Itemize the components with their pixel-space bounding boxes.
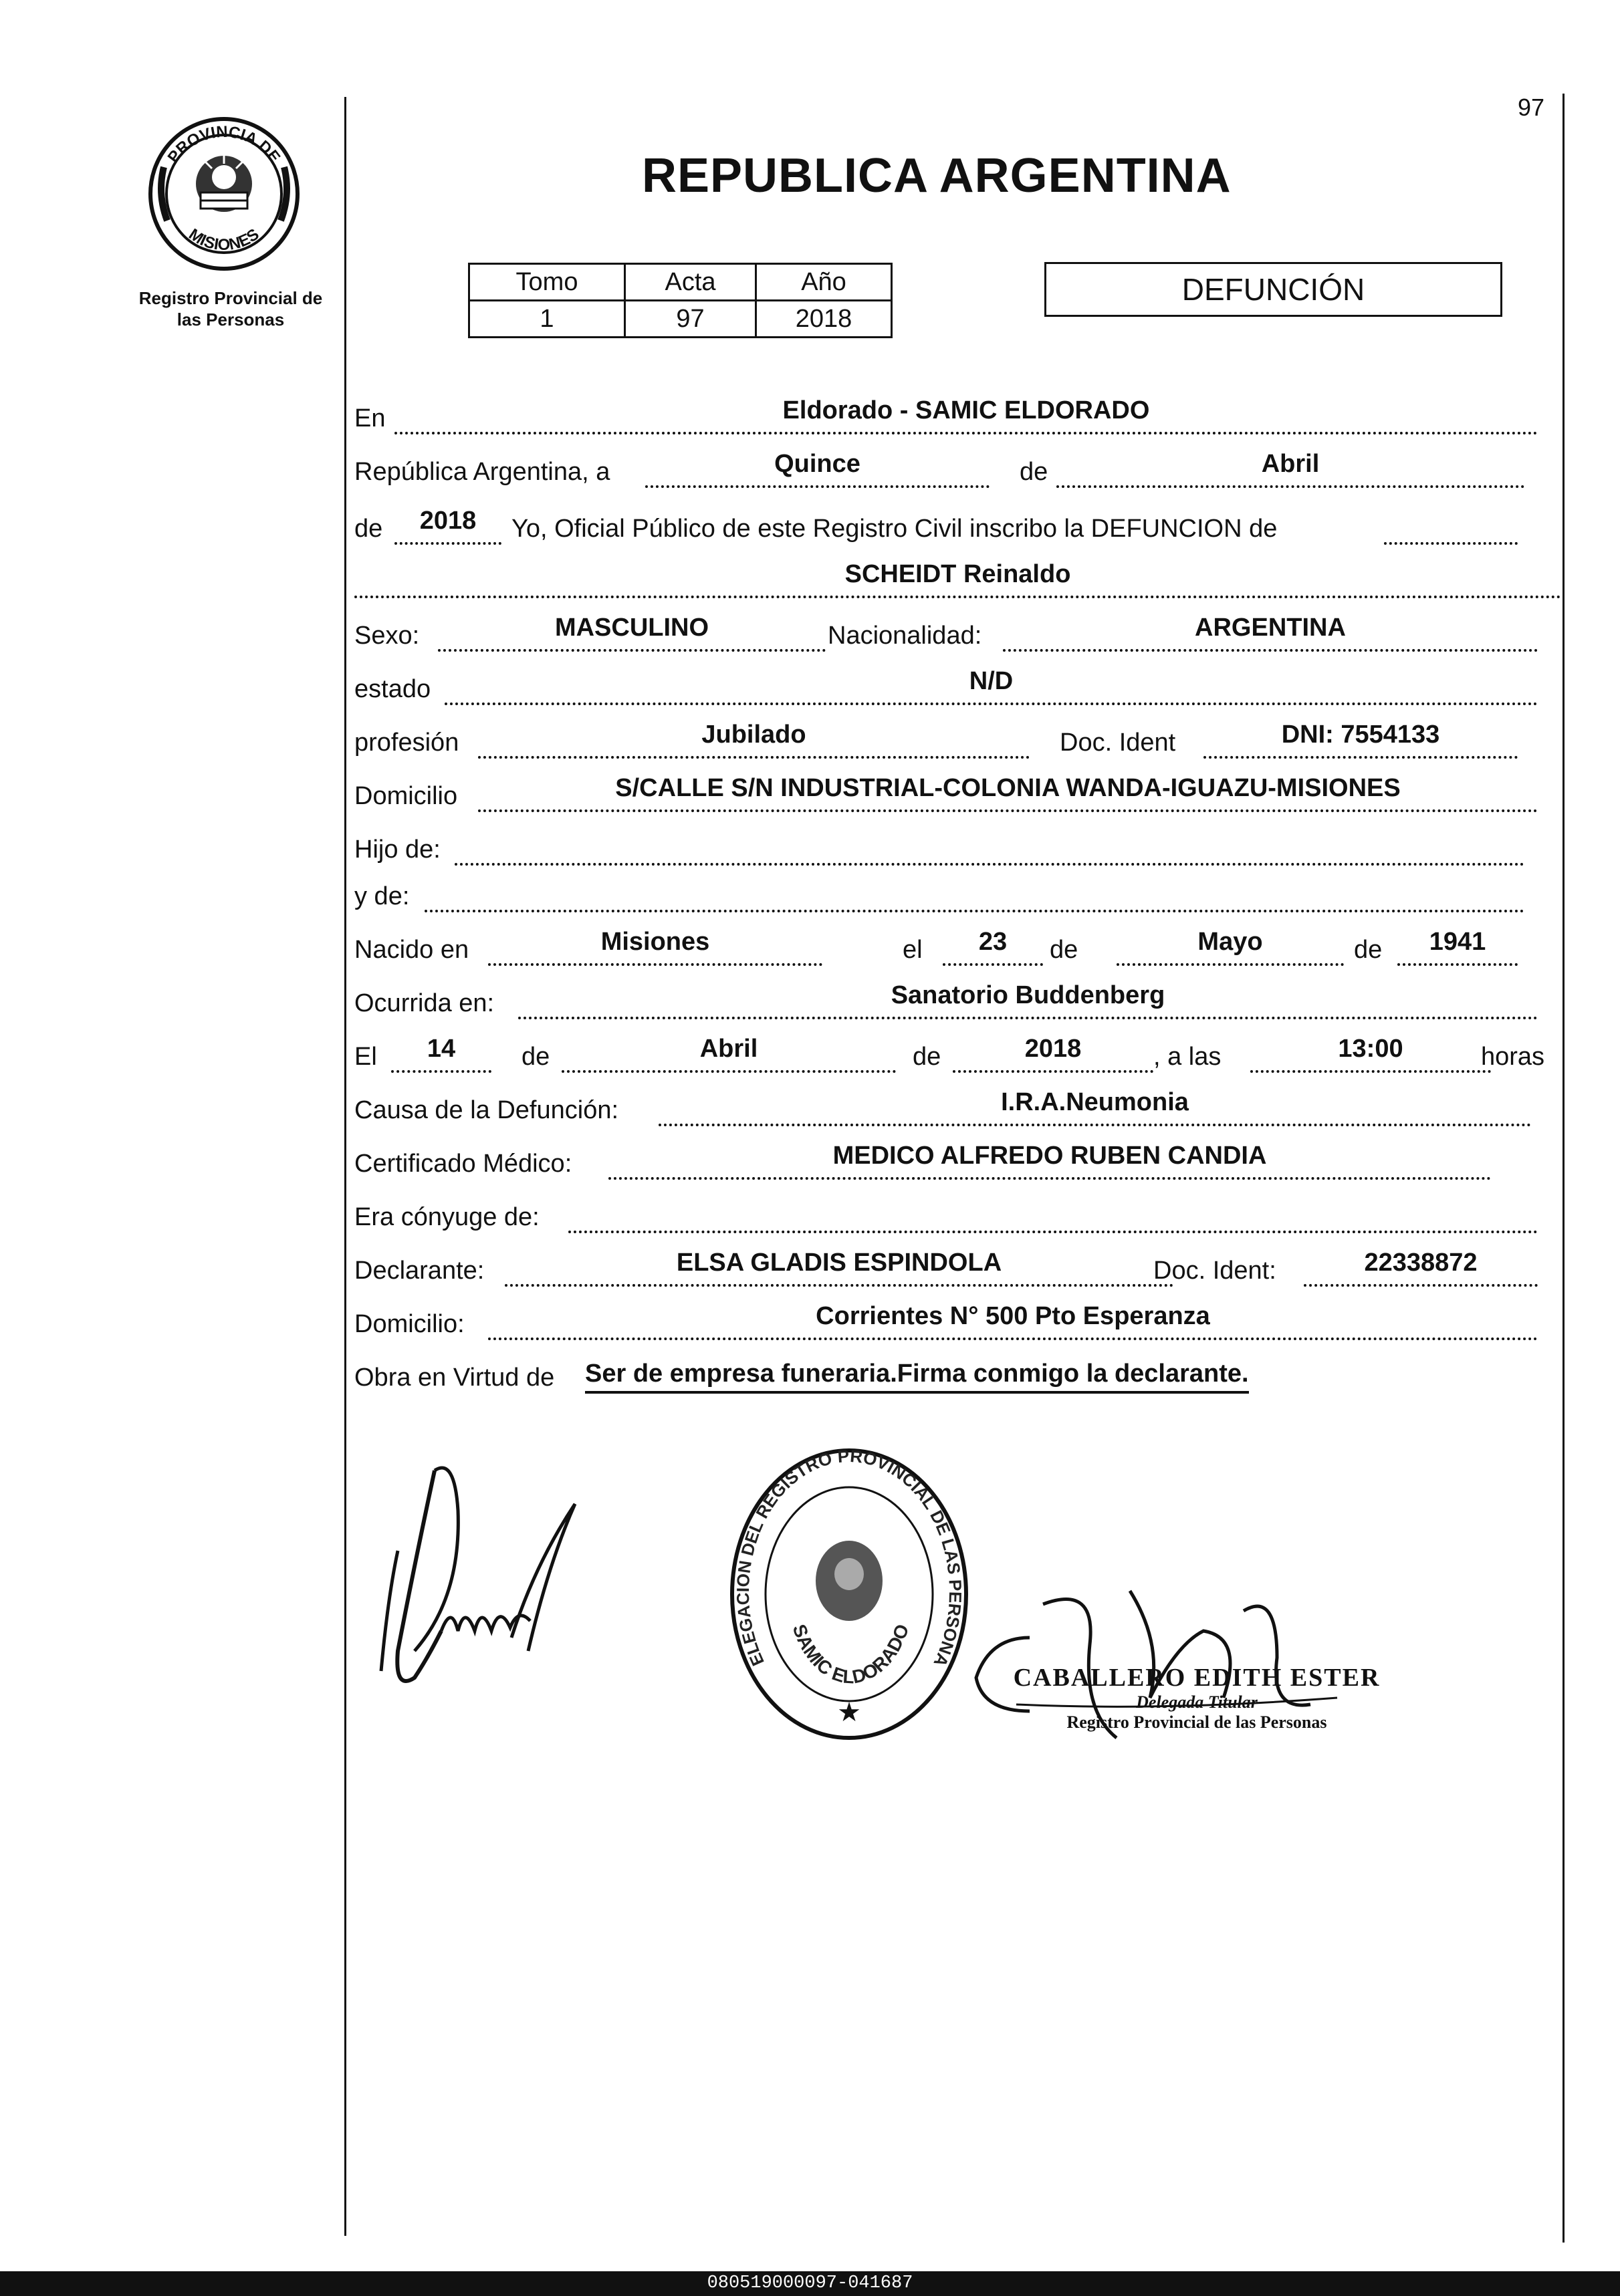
row-father — [354, 825, 1538, 866]
svg-text:MISIONES — [185, 225, 262, 254]
value-death-place: Sanatorio Buddenberg — [891, 981, 1165, 1009]
value-registration-day: Quince — [774, 450, 860, 478]
seal-outer-text: ELEGACION DEL REGISTRO PROVINCIAL DE LAS PERSONA — [732, 1445, 966, 1670]
value-registration-month: Abril — [1261, 450, 1320, 478]
value-registration-year: 2018 — [419, 507, 477, 535]
value-civil-status: N/D — [969, 667, 1014, 695]
acta-header: Acta — [625, 264, 756, 301]
field-birth-month — [1117, 927, 1344, 966]
value-death-day: 14 — [427, 1035, 456, 1063]
value-death-year: 2018 — [1024, 1035, 1082, 1063]
field-birth-day — [943, 927, 1043, 966]
label-domicilio-2: Domicilio: — [354, 1310, 465, 1338]
row-declarant — [354, 1247, 1538, 1287]
row-address — [354, 772, 1538, 812]
row-profession — [354, 719, 1538, 759]
registry-name — [120, 287, 341, 330]
logo-arc-bottom: MISIONES — [185, 225, 263, 255]
label-profesion: profesión — [354, 729, 459, 757]
row-registration-date — [354, 448, 1538, 488]
field-death-time — [1250, 1034, 1491, 1073]
field-address — [478, 773, 1538, 812]
record-table — [468, 263, 893, 338]
field-declarant — [505, 1248, 1173, 1287]
row-civil-status — [354, 665, 1538, 705]
field-registration-month — [1056, 449, 1524, 488]
label-el: el — [903, 936, 923, 964]
label-en: En — [354, 404, 386, 432]
row-mother — [354, 872, 1538, 912]
left-margin-line — [344, 97, 346, 2236]
field-trailing — [1384, 506, 1518, 545]
label-hijo-de: Hijo de: — [354, 836, 441, 864]
field-spouse — [568, 1194, 1538, 1233]
row-registration-year — [354, 505, 1538, 545]
field-profession — [478, 720, 1030, 759]
value-death-time: 13:00 — [1338, 1035, 1403, 1063]
field-death-month — [562, 1034, 896, 1073]
official-seal — [725, 1444, 973, 1745]
label-nacido-en: Nacido en — [354, 936, 469, 964]
label-de-3: de — [1050, 936, 1078, 964]
registry-name-line1: Registro Provincial de — [138, 288, 323, 308]
label-declarante: Declarante: — [354, 1257, 485, 1285]
label-estado: estado — [354, 675, 431, 703]
seal-inner-text: SAMIC ELDORADO — [788, 1621, 913, 1688]
field-father — [455, 827, 1524, 866]
acta-value: 97 — [625, 301, 756, 338]
field-civil-status — [445, 666, 1538, 705]
label-horas: horas — [1481, 1043, 1545, 1071]
value-cause: I.R.A.Neumonia — [1001, 1088, 1189, 1116]
logo-arc-top: PROVINCIA DE — [164, 122, 284, 166]
value-birth-day: 23 — [978, 928, 1008, 956]
field-place — [394, 396, 1538, 434]
value-birth-month: Mayo — [1197, 928, 1263, 956]
value-declarant-address: Corrientes N° 500 Pto Esperanza — [816, 1302, 1210, 1330]
value-profession: Jubilado — [701, 721, 806, 749]
field-declarant-address — [488, 1301, 1538, 1340]
value-declarant-document: 22338872 — [1364, 1249, 1478, 1277]
value-sex: MASCULINO — [554, 614, 709, 642]
document-title: REPUBLICA ARGENTINA — [642, 149, 1232, 203]
value-place: Eldorado - SAMIC ELDORADO — [782, 396, 1150, 424]
row-death-date — [354, 1033, 1545, 1073]
value-birth-year: 1941 — [1429, 928, 1486, 956]
province-emblem-logo — [144, 114, 304, 274]
svg-text:SAMIC ELDORADO — [789, 1622, 913, 1688]
row-by-virtue-of — [354, 1354, 1538, 1394]
svg-text:★: ★ — [837, 1698, 861, 1727]
anio-header: Año — [756, 264, 892, 301]
row-deceased-name — [354, 558, 1538, 598]
right-margin-line — [1563, 94, 1565, 2243]
field-birth-place — [488, 927, 822, 966]
value-nationality: ARGENTINA — [1195, 614, 1346, 642]
label-doc-ident-2: Doc. Ident: — [1153, 1257, 1276, 1285]
row-declarant-address — [354, 1300, 1538, 1340]
row-spouse — [354, 1193, 1538, 1233]
field-deceased-name — [354, 559, 1561, 598]
field-nationality — [1003, 613, 1538, 652]
value-by-virtue-of: Ser de empresa funeraria.Firma conmigo la declarante. — [585, 1360, 1249, 1394]
label-domicilio: Domicilio — [354, 782, 458, 810]
label-de-2: de — [354, 515, 383, 543]
label-el-cap: El — [354, 1043, 377, 1071]
field-registration-day — [645, 449, 990, 488]
row-death-place — [354, 979, 1538, 1019]
row-cause — [354, 1086, 1538, 1126]
record-type-box — [1044, 262, 1502, 317]
label-obra: Obra en Virtud de — [354, 1364, 555, 1392]
label-doc-ident: Doc. Ident — [1060, 729, 1176, 757]
value-address: S/CALLE S/N INDUSTRIAL-COLONIA WANDA-IGUAZU-MISIONES — [615, 774, 1401, 802]
value-medical-certificate: MEDICO ALFREDO RUBEN CANDIA — [832, 1142, 1267, 1170]
label-de-6: de — [913, 1043, 941, 1071]
anio-value: 2018 — [756, 301, 892, 338]
footer-code: 080519000097-041687 — [707, 2273, 913, 2293]
label-de-1: de — [1020, 458, 1048, 486]
field-declarant-document — [1304, 1248, 1538, 1287]
value-document: DNI: 7554133 — [1281, 721, 1440, 749]
field-sex — [438, 613, 826, 652]
row-sex-nationality — [354, 612, 1538, 652]
label-causa: Causa de la Defunción: — [354, 1096, 619, 1124]
registry-name-line2: las Personas — [177, 309, 285, 330]
row-birth — [354, 926, 1538, 966]
field-birth-year — [1397, 927, 1518, 966]
tomo-header: Tomo — [469, 264, 625, 301]
label-conyuge: Era cónyuge de: — [354, 1203, 540, 1231]
record-type: DEFUNCIÓN — [1181, 272, 1365, 307]
page-number: 97 — [1518, 94, 1545, 121]
field-document — [1203, 720, 1518, 759]
label-de-4: de — [1354, 936, 1383, 964]
label-a-las: , a las — [1153, 1043, 1222, 1071]
label-certificado: Certificado Médico: — [354, 1150, 572, 1178]
delegate-role: Delegada Titular — [1136, 1692, 1258, 1712]
field-registration-year — [394, 506, 501, 545]
value-death-month: Abril — [699, 1035, 758, 1063]
label-ocurrida-en: Ocurrida en: — [354, 989, 495, 1017]
field-death-day — [391, 1034, 491, 1073]
label-yo-oficial: Yo, Oficial Público de este Registro Civil inscribo la DEFUNCION de — [511, 515, 1278, 543]
footer-code-bar — [0, 2271, 1620, 2296]
tomo-value: 1 — [469, 301, 625, 338]
field-death-place — [518, 981, 1538, 1019]
label-y-de: y de: — [354, 882, 410, 910]
value-birth-place: Misiones — [600, 928, 710, 956]
declarant-signature — [368, 1430, 595, 1711]
field-death-year — [953, 1034, 1153, 1073]
delegate-office: Registro Provincial de las Personas — [1066, 1712, 1327, 1732]
delegate-name: CABALLERO EDITH ESTER — [1013, 1664, 1381, 1692]
row-place — [354, 394, 1538, 434]
label-sexo: Sexo: — [354, 622, 420, 650]
label-republica: República Argentina, a — [354, 458, 610, 486]
field-medical-certificate — [608, 1141, 1491, 1180]
row-medical-certificate — [354, 1140, 1538, 1180]
field-mother — [425, 874, 1524, 912]
delegate-stamp — [1010, 1663, 1384, 1733]
value-declarant: ELSA GLADIS ESPINDOLA — [676, 1249, 1002, 1277]
label-nacionalidad: Nacionalidad: — [828, 622, 982, 650]
field-cause — [659, 1088, 1531, 1126]
value-deceased-name: SCHEIDT Reinaldo — [844, 560, 1071, 588]
label-de-5: de — [522, 1043, 550, 1071]
